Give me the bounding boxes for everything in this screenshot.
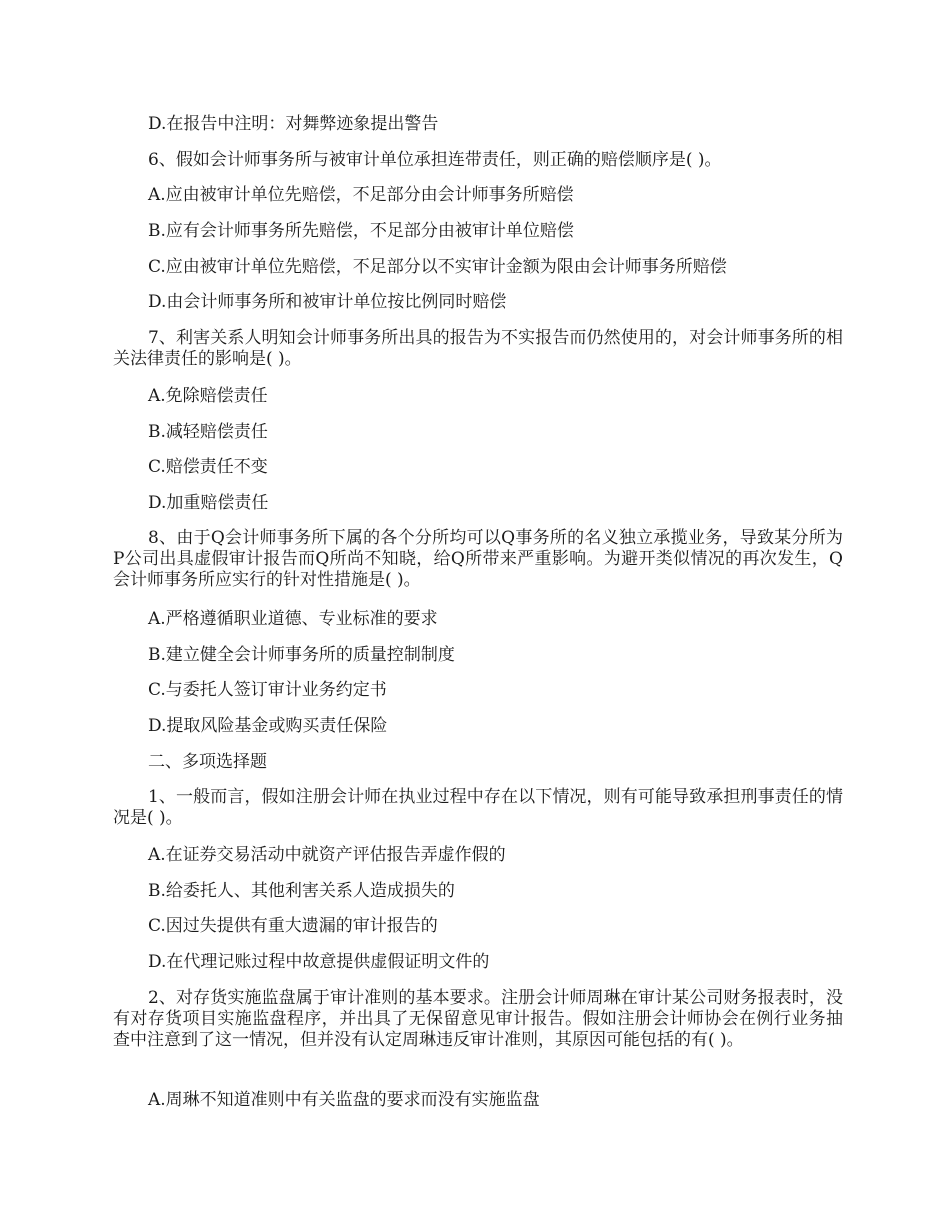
option-text: D.加重赔偿责任 [148, 493, 269, 513]
question-paragraph [113, 988, 843, 1051]
question-paragraph [113, 528, 843, 591]
option-text: C.赔偿责任不变 [148, 457, 268, 477]
option-text: D.在代理记账过程中故意提供虚假证明文件的 [148, 952, 490, 972]
option-text: A.在证券交易活动中就资产评估报告弄虚作假的 [148, 845, 506, 865]
option-text: B.给委托人、其他利害关系人造成损失的 [148, 881, 455, 901]
option-text: A.免除赔偿责任 [148, 386, 268, 406]
question-text: 2、对存货实施监盘属于审计准则的基本要求。注册会计师周琳在审计某公司财务报表时，没有对存货项目实施监盘程序，并出具了无保留意见审计报告。假如注册会计师协会在例行业务抽查中注意到了这一情况，但并没有认定周琳违反审计准则，其原因可能包括的有( )。 [113, 988, 843, 1050]
question-text: 6、假如会计师事务所与被审计单位承担连带责任，则正确的赔偿顺序是( )。 [148, 150, 722, 170]
option-text: D.由会计师事务所和被审计单位按比例同时赔偿 [148, 292, 507, 312]
option-text: B.建立健全会计师事务所的质量控制制度 [148, 645, 455, 665]
option-text: A.严格遵循职业道德、专业标准的要求 [148, 609, 438, 629]
option-text: C.因过失提供有重大遗漏的审计报告的 [148, 916, 438, 936]
question-paragraph [113, 787, 843, 829]
question-text: 1、一般而言，假如注册会计师在执业过程中存在以下情况，则有可能导致承担刑事责任的情况是( )。 [113, 787, 843, 828]
question-text: 8、由于Q会计师事务所下属的各个分所均可以Q事务所的名义独立承揽业务，导致某分所为P公司出具虚假审计报告而Q所尚不知晓，给Q所带来严重影响。为避开类似情况的再次发生，Q会计师事务所应实行的针对性措施是( )。 [113, 528, 843, 590]
option-text: D.提取风险基金或购买责任保险 [148, 716, 388, 736]
question-paragraph [113, 328, 843, 370]
option-text: D.在报告中注明：对舞弊迹象提出警告 [148, 114, 439, 134]
option-text: A.周琳不知道准则中有关监盘的要求而没有实施监盘 [148, 1090, 540, 1110]
option-text: B.应有会计师事务所先赔偿，不足部分由被审计单位赔偿 [148, 221, 574, 241]
section-heading: 二、多项选择题 [148, 752, 267, 772]
option-text: C.应由被审计单位先赔偿，不足部分以不实审计金额为限由会计师事务所赔偿 [148, 257, 727, 277]
option-text: B.减轻赔偿责任 [148, 422, 268, 442]
option-text: C.与委托人签订审计业务约定书 [148, 680, 387, 700]
option-text: A.应由被审计单位先赔偿，不足部分由会计师事务所赔偿 [148, 185, 574, 205]
question-text: 7、利害关系人明知会计师事务所出具的报告为不实报告而仍然使用的，对会计师事务所的相关法律责任的影响是( )。 [113, 328, 843, 369]
